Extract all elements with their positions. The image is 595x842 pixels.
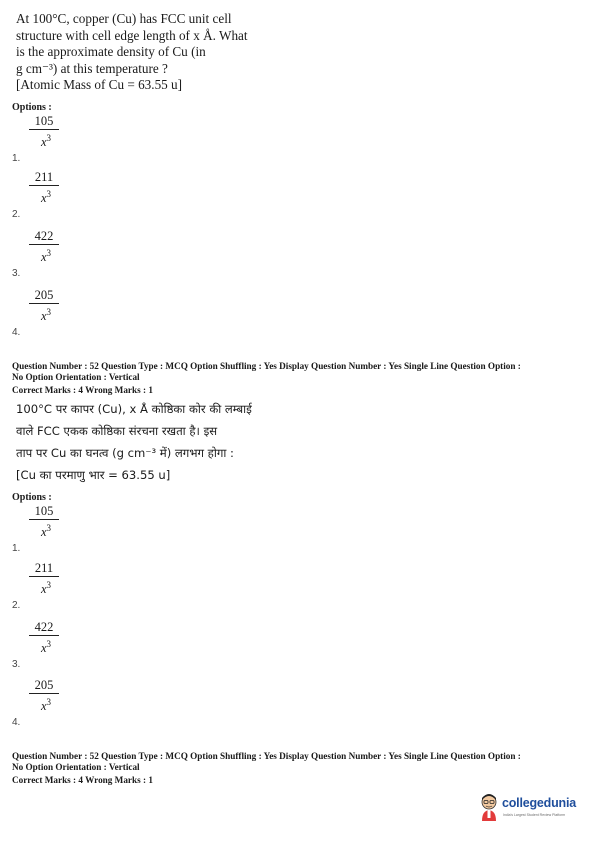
question-line: g cm⁻³) at this temperature ?	[16, 60, 168, 76]
option-numerator: 105	[29, 504, 59, 520]
meta-line: Question Number : 52 Question Type : MCQ Option Shuffling : Yes Display Question Number : Yes Single Line Question Option :	[12, 751, 521, 761]
question-line: [Atomic Mass of Cu = 63.55 u]	[16, 77, 183, 92]
meta-line: Correct Marks : 4 Wrong Marks : 1	[12, 775, 153, 785]
option-2[interactable]	[12, 170, 92, 220]
option-numerator: 211	[29, 170, 59, 186]
option-number: 2.	[12, 209, 21, 220]
meta-line: No Option Orientation : Vertical	[12, 372, 140, 382]
brand-tagline: India's Largest Student Review Platform	[503, 813, 566, 817]
question-line: [Cu का परमाणु भार = 63.55 u]	[16, 468, 171, 482]
option-fraction	[29, 170, 59, 205]
question-line: is the approximate density of Cu (in	[16, 44, 206, 59]
brand-name: collegedunia	[502, 796, 577, 810]
question-line: 100°C पर कापर (Cu), x Å कोष्ठिका कोर की लम्बाई	[16, 402, 252, 416]
option-number: 4.	[12, 327, 21, 338]
option-fraction	[29, 288, 59, 323]
option-fraction	[29, 678, 59, 713]
option-number: 2.	[12, 600, 21, 611]
option-numerator: 205	[29, 288, 59, 304]
meta-line: Correct Marks : 4 Wrong Marks : 1	[12, 385, 153, 395]
option-numerator: 205	[29, 678, 59, 694]
question-line: वाले FCC एकक कोष्ठिका संरचना रखता है। इस	[16, 424, 218, 438]
question-line: At 100°C, copper (Cu) has FCC unit cell	[16, 11, 232, 26]
option-fraction	[29, 561, 59, 596]
option-denominator: $x^3$	[40, 133, 52, 149]
meta-line: Question Number : 52 Question Type : MCQ Option Shuffling : Yes Display Question Number : Yes Single Line Question Option :	[12, 361, 521, 371]
option-numerator: 105	[29, 114, 59, 130]
option-number: 3.	[12, 268, 21, 279]
question-line: ताप पर Cu का घनत्व (g cm⁻³ में) लगभग होगा :	[16, 446, 234, 460]
option-4[interactable]	[12, 678, 92, 728]
mascot-icon	[478, 792, 500, 822]
options-label: Options :	[12, 492, 52, 503]
question-line: structure with cell edge length of x Å. What	[16, 27, 248, 43]
option-3[interactable]	[12, 620, 92, 670]
option-3[interactable]	[12, 229, 92, 279]
option-denominator: $x^3$	[40, 580, 52, 596]
question-meta	[12, 751, 584, 786]
option-1[interactable]	[12, 114, 92, 164]
option-2[interactable]	[12, 561, 92, 611]
option-numerator: 422	[29, 620, 59, 636]
option-denominator: $x^3$	[40, 697, 52, 713]
option-denominator: $x^3$	[40, 189, 52, 205]
collegedunia-logo	[478, 792, 588, 828]
option-number: 1.	[12, 543, 21, 554]
option-fraction	[29, 114, 59, 149]
option-1[interactable]	[12, 504, 92, 554]
option-fraction	[29, 504, 59, 539]
question-meta	[12, 361, 584, 396]
option-number: 4.	[12, 717, 21, 728]
option-fraction	[29, 620, 59, 655]
option-denominator: $x^3$	[40, 307, 52, 323]
question-hindi	[16, 398, 316, 486]
option-number: 1.	[12, 153, 21, 164]
option-number: 3.	[12, 659, 21, 670]
option-fraction	[29, 229, 59, 264]
options-label: Options :	[12, 102, 52, 113]
question-english	[16, 11, 266, 94]
option-numerator: 211	[29, 561, 59, 577]
option-numerator: 422	[29, 229, 59, 245]
option-denominator: $x^3$	[40, 248, 52, 264]
option-denominator: $x^3$	[40, 639, 52, 655]
option-denominator: $x^3$	[40, 523, 52, 539]
option-4[interactable]	[12, 288, 92, 338]
meta-line: No Option Orientation : Vertical	[12, 762, 140, 772]
